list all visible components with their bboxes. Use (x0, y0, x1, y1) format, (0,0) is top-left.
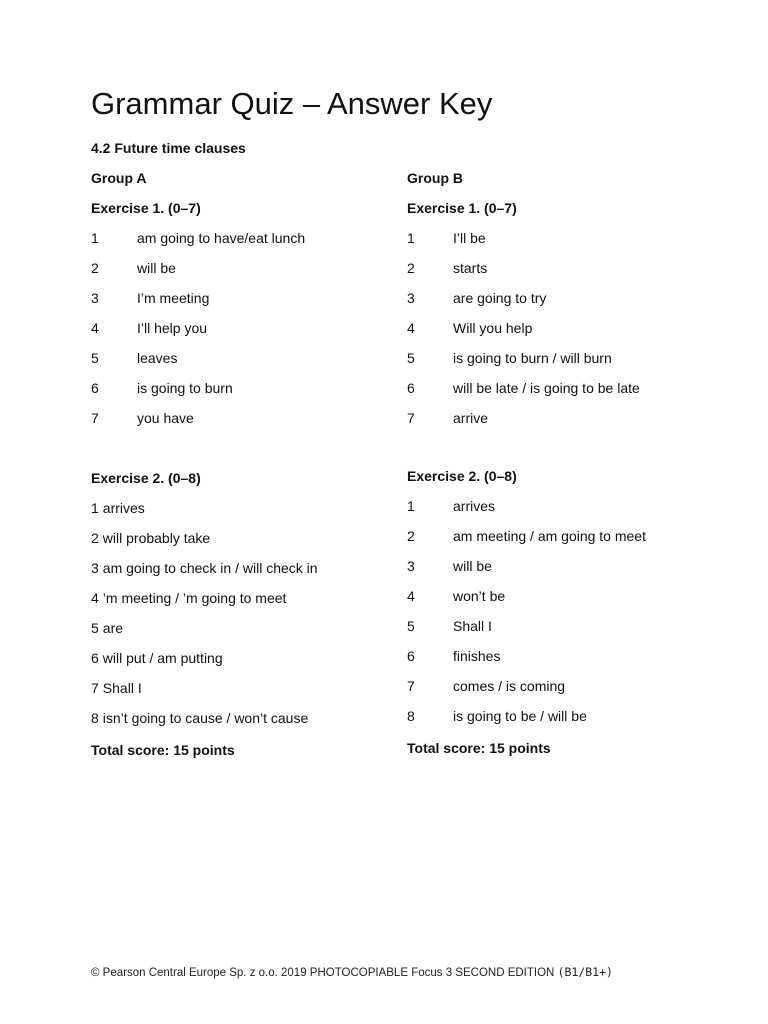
answer-number: 6 (91, 650, 99, 666)
answer-row (91, 319, 411, 349)
answer-row (407, 259, 727, 289)
answer-text: ’m meeting / ’m going to meet (102, 590, 287, 606)
answer-text: is going to burn / will burn (453, 350, 612, 366)
answer-row (91, 649, 411, 679)
answer-text: isn’t going to cause / won’t cause (102, 710, 309, 726)
answer-number: 7 (91, 410, 99, 426)
answer-number: 1 (91, 500, 99, 516)
group-a-exercise2-list (91, 499, 411, 739)
group-b-heading: Group B (407, 170, 463, 186)
answer-row (407, 319, 727, 349)
answer-row (91, 229, 411, 259)
answer-text: will put / am putting (102, 650, 223, 666)
answer-number: 6 (91, 380, 99, 396)
answer-text: I’ll help you (137, 320, 208, 336)
group-a-exercise1-heading: Exercise 1. (0–7) (91, 200, 201, 216)
answer-text: Will you help (453, 320, 533, 336)
page-footer (91, 964, 613, 981)
group-a-total-score: Total score: 15 points (91, 742, 235, 758)
answer-row (91, 619, 411, 649)
answer-number: 3 (91, 290, 99, 306)
answer-text: Shall I (102, 680, 142, 696)
answer-row (407, 587, 727, 617)
answer-row (91, 559, 411, 589)
group-b-exercise1-heading: Exercise 1. (0–7) (407, 200, 517, 216)
answer-number: 8 (91, 710, 99, 726)
answer-row (91, 289, 411, 319)
answer-number: 2 (91, 260, 99, 276)
answer-number: 4 (91, 590, 99, 606)
group-a-exercise1-list (91, 229, 411, 439)
answer-row (91, 379, 411, 409)
answer-number: 7 (91, 680, 99, 696)
answer-row (407, 497, 727, 527)
answer-number: 3 (407, 290, 415, 306)
answer-number: 1 (91, 230, 99, 246)
answer-number: 5 (91, 620, 99, 636)
answer-number: 3 (407, 558, 415, 574)
group-b-column (407, 169, 727, 757)
answer-text: is going to be / will be (453, 708, 587, 724)
group-b-exercise2-heading: Exercise 2. (0–8) (407, 468, 517, 484)
answer-number: 6 (407, 380, 415, 396)
answer-text: are (102, 620, 124, 636)
answer-text: I’ll be (453, 230, 486, 246)
answer-row (407, 229, 727, 259)
answer-text: arrives (102, 500, 145, 516)
answer-number: 2 (407, 260, 415, 276)
answer-number: 7 (407, 678, 415, 694)
answer-number: 5 (407, 350, 415, 366)
page-title: Grammar Quiz – Answer Key (91, 86, 493, 121)
answer-text: will be (453, 558, 492, 574)
group-b-exercise2-list (407, 497, 727, 737)
section-subtitle: 4.2 Future time clauses (91, 140, 246, 156)
answer-row (407, 707, 727, 737)
answer-row (407, 647, 727, 677)
answer-number: 4 (407, 588, 415, 604)
answer-text: starts (453, 260, 488, 276)
answer-row (407, 289, 727, 319)
answer-number: 2 (91, 530, 99, 546)
answer-text: Shall I (453, 618, 492, 634)
answer-row (91, 259, 411, 289)
group-a-exercise2-heading: Exercise 2. (0–8) (91, 470, 201, 486)
answer-number: 8 (407, 708, 415, 724)
answer-text: I’m meeting (137, 290, 210, 306)
answer-text: comes / is coming (453, 678, 566, 694)
answer-row (407, 557, 727, 587)
group-b-exercise1-list (407, 229, 727, 439)
answer-row (407, 349, 727, 379)
answer-row (407, 409, 727, 439)
answer-text: will be late / is going to be late (453, 380, 640, 396)
answer-number: 3 (91, 560, 99, 576)
answer-text: am going to have/eat lunch (137, 230, 306, 246)
answer-row (91, 349, 411, 379)
answer-number: 2 (407, 528, 415, 544)
answer-row (91, 709, 411, 739)
footer-level: (B1/B1+) (557, 965, 613, 979)
answer-row (91, 529, 411, 559)
answer-text: am meeting / am going to meet (453, 528, 646, 544)
answer-number: 6 (407, 648, 415, 664)
answer-text: arrive (453, 410, 489, 426)
answer-number: 7 (407, 410, 415, 426)
answer-row (91, 679, 411, 709)
answer-text: am going to check in / will check in (102, 560, 318, 576)
answer-number: 5 (91, 350, 99, 366)
answer-text: won’t be (453, 588, 506, 604)
answer-number: 4 (91, 320, 99, 336)
answer-number: 1 (407, 498, 415, 514)
answer-row (407, 527, 727, 557)
answer-text: will probably take (102, 530, 211, 546)
answer-number: 4 (407, 320, 415, 336)
answer-number: 1 (407, 230, 415, 246)
answer-text: you have (137, 410, 194, 426)
group-b-total-score: Total score: 15 points (407, 740, 551, 756)
footer-copyright: © Pearson Central Europe Sp. z o.o. 2019 PHOTOCOPIABLE Focus 3 SECOND EDITION (91, 967, 555, 979)
answer-text: finishes (453, 648, 501, 664)
group-a-column (91, 169, 411, 759)
answer-text: will be (137, 260, 176, 276)
answer-row (91, 589, 411, 619)
answer-text: are going to try (453, 290, 547, 306)
answer-text: arrives (453, 498, 496, 514)
answer-row (407, 677, 727, 707)
answer-row (91, 409, 411, 439)
answer-number: 5 (407, 618, 415, 634)
answer-text: leaves (137, 350, 178, 366)
answer-row (91, 499, 411, 529)
answer-row (407, 379, 727, 409)
group-a-heading: Group A (91, 170, 147, 186)
answer-row (407, 617, 727, 647)
answer-text: is going to burn (137, 380, 233, 396)
